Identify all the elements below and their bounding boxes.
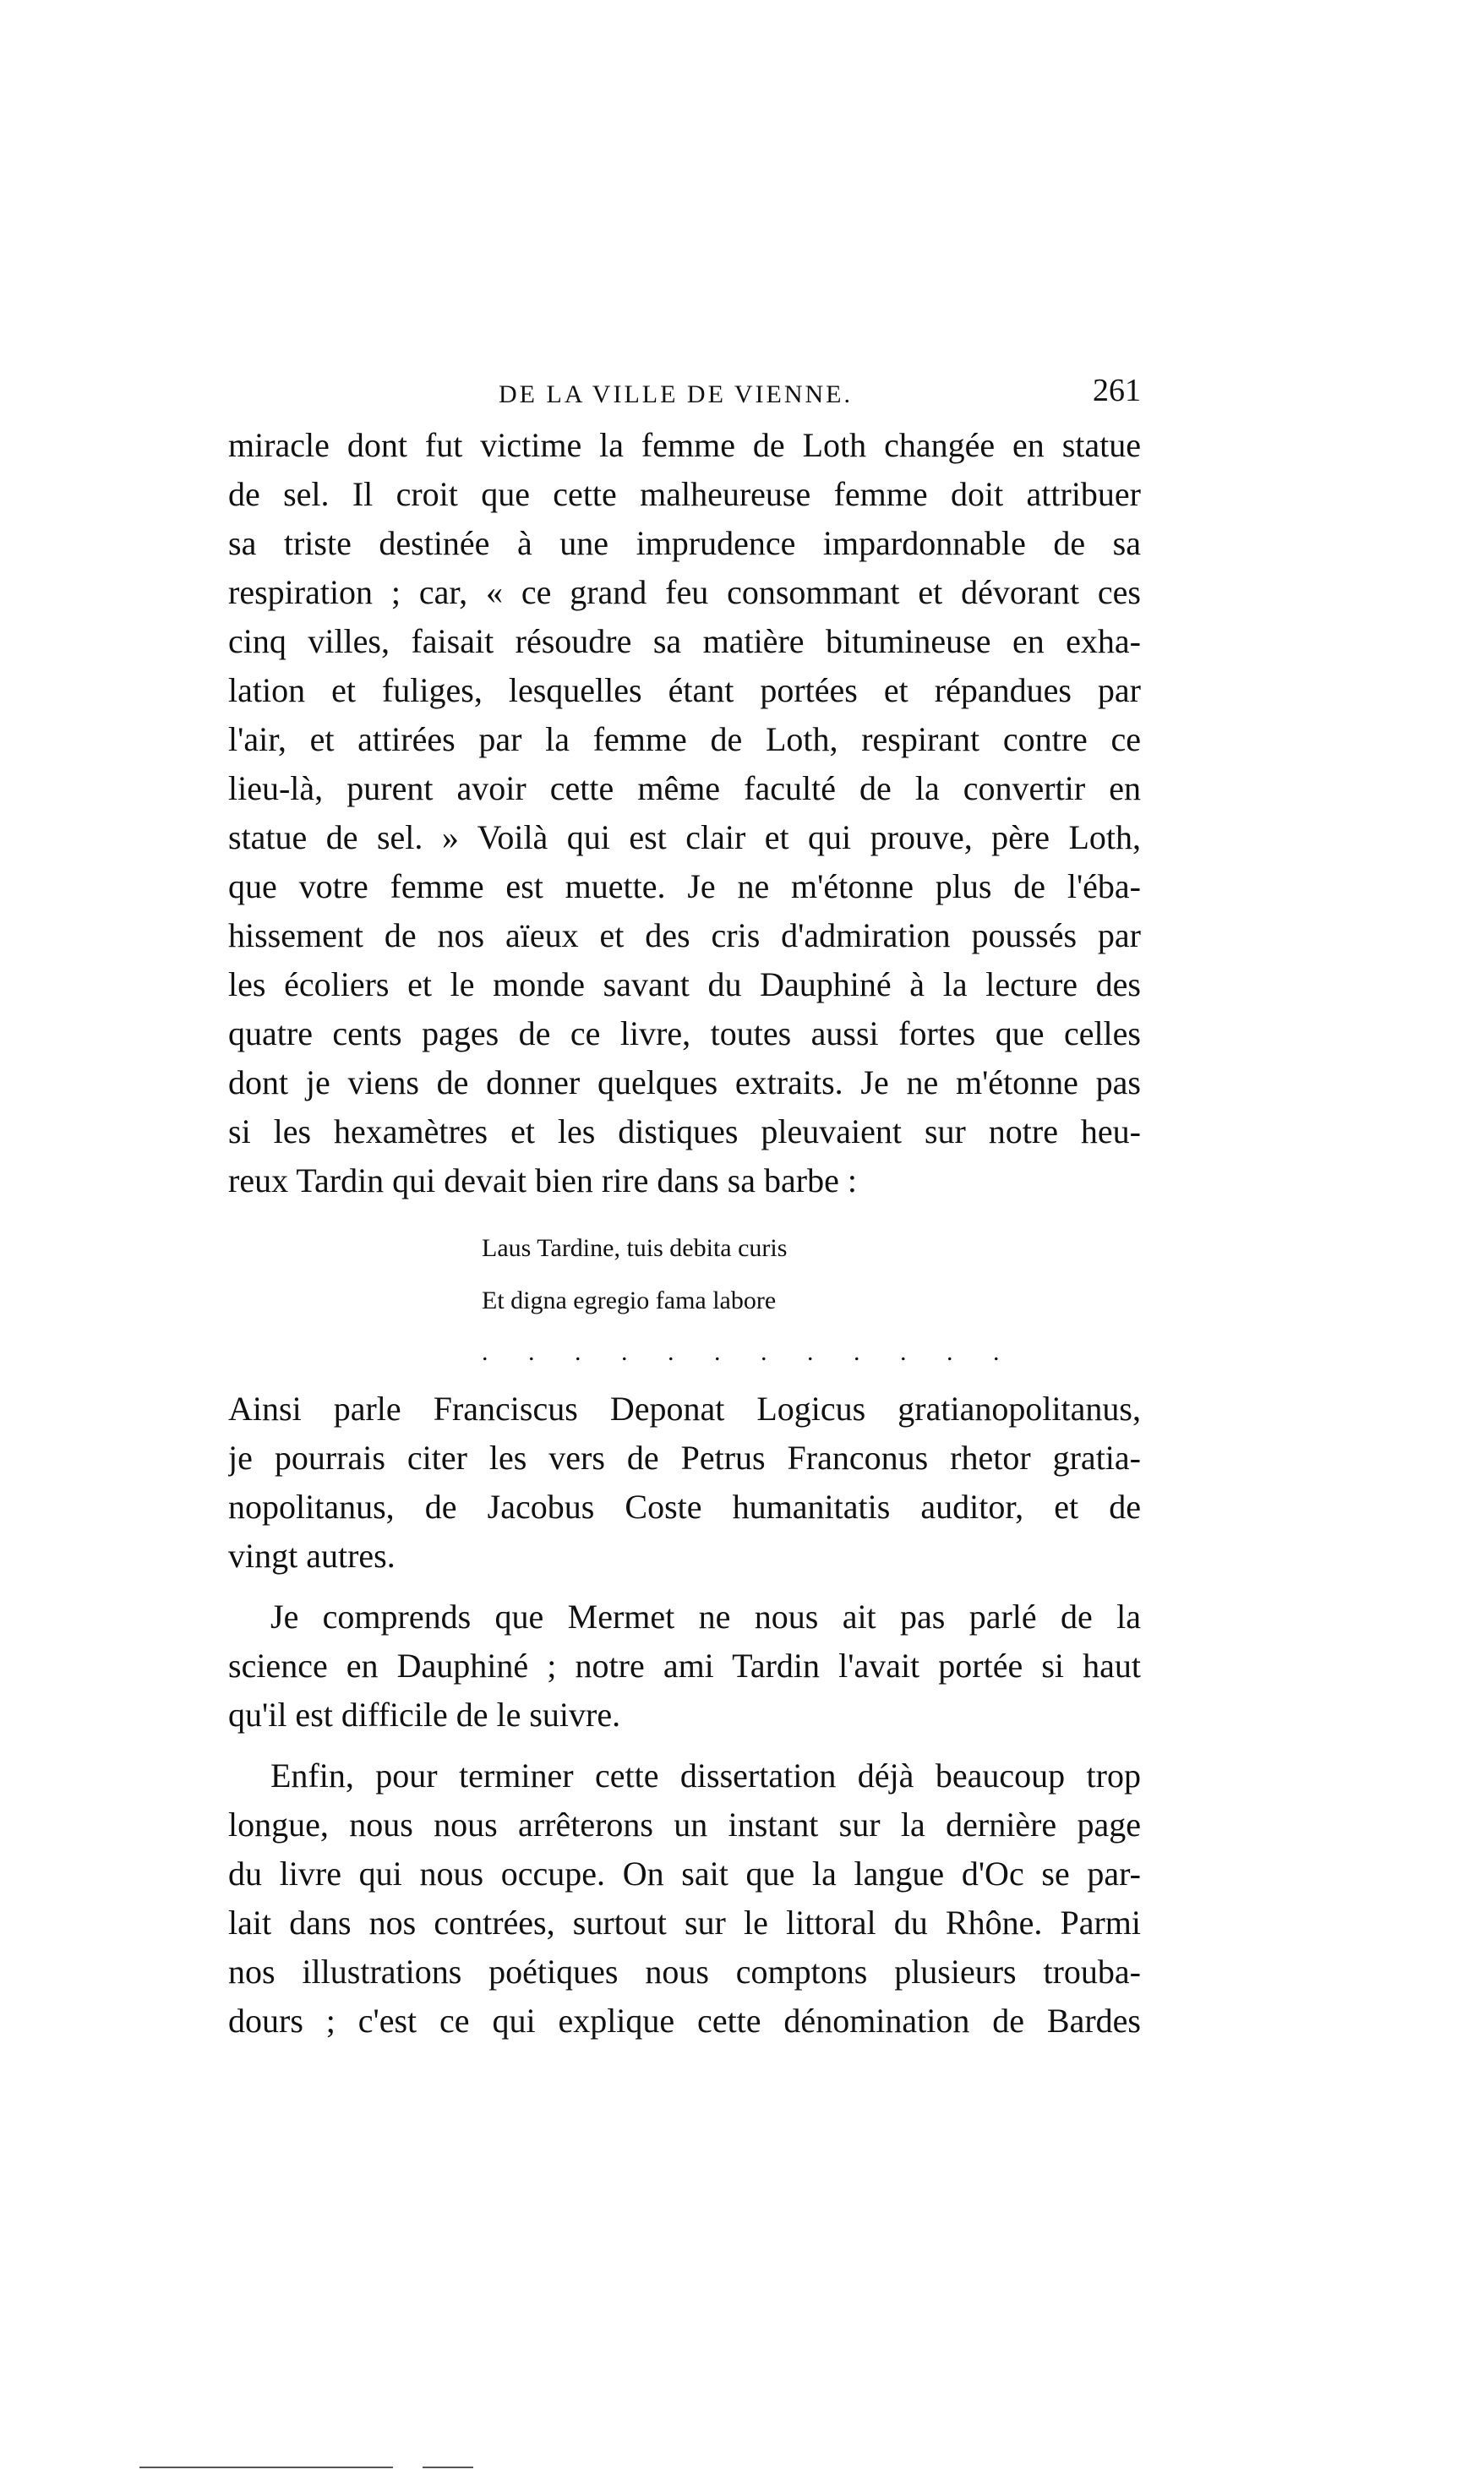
text-line: nos illustrations poétiques nous comptons plusieurs trouba- xyxy=(228,1953,1141,1991)
scan-edge-rule xyxy=(139,2467,393,2468)
text-line: l'air, et attirées par la femme de Loth, respirant contre ce xyxy=(228,720,1141,758)
paragraph-2 xyxy=(228,1385,1141,1581)
text-line: dours ; c'est ce qui explique cette dénomination de Bardes xyxy=(228,2002,1141,2040)
text-line: sa triste destinée à une imprudence impardonnable de sa xyxy=(228,524,1141,562)
verse-line: Et digna egregio fama labore xyxy=(482,1287,777,1314)
text-line: les écoliers et le monde savant du Dauphiné à la lecture des xyxy=(228,965,1141,1003)
text-line: quatre cents pages de ce livre, toutes aussi fortes que celles xyxy=(228,1014,1141,1052)
book-page xyxy=(228,372,1141,2046)
paragraph-3 xyxy=(228,1593,1141,1740)
text-line: dont je viens de donner quelques extraits. Je ne m'étonne pas xyxy=(228,1063,1141,1101)
text-line: lait dans nos contrées, surtout sur le littoral du Rhône. Parmi xyxy=(228,1904,1141,1942)
text-line: je pourrais citer les vers de Petrus Franconus rhetor gratia- xyxy=(228,1439,1141,1477)
text-line: miracle dont fut victime la femme de Loth changée en statue xyxy=(228,426,1141,464)
text-line: respiration ; car, « ce grand feu consommant et dévorant ces xyxy=(228,573,1141,611)
text-line: statue de sel. » Voilà qui est clair et qui prouve, père Loth, xyxy=(228,818,1141,856)
verse-line: Laus Tardine, tuis debita curis xyxy=(482,1234,788,1262)
text-line: que votre femme est muette. Je ne m'étonne plus de l'éba- xyxy=(228,867,1141,905)
verse-ellipsis: . . . . . . . . . . . . xyxy=(482,1338,1017,1366)
paragraph-1 xyxy=(228,421,1141,1205)
text-line: du livre qui nous occupe. On sait que la langue d'Oc se par- xyxy=(228,1855,1141,1893)
page-number: 261 xyxy=(1093,373,1141,408)
text-line: Je comprends que Mermet ne nous ait pas parlé de la xyxy=(270,1598,1141,1636)
running-head xyxy=(228,372,1141,414)
verse-quote xyxy=(228,1222,1141,1327)
text-line: hissement de nos aïeux et des cris d'admiration poussés par xyxy=(228,916,1141,954)
text-line: longue, nous nous arrêterons un instant sur la dernière page xyxy=(228,1806,1141,1844)
text-line: lieu-là, purent avoir cette même faculté de la convertir en xyxy=(228,769,1141,807)
paragraph-4 xyxy=(228,1751,1141,2046)
text-line: si les hexamètres et les distiques pleuvaient sur notre heu- xyxy=(228,1112,1141,1150)
scan-edge-rule xyxy=(423,2467,473,2468)
text-line: de sel. Il croit que cette malheureuse femme doit attribuer xyxy=(228,475,1141,513)
text-line: qu'il est difficile de le suivre. xyxy=(228,1696,621,1734)
text-line: science en Dauphiné ; notre ami Tardin l'avait portée si haut xyxy=(228,1647,1141,1685)
text-line: cinq villes, faisait résoudre sa matière bitumineuse en exha- xyxy=(228,622,1141,660)
text-line: nopolitanus, de Jacobus Coste humanitatis auditor, et de xyxy=(228,1488,1141,1526)
text-line: reux Tardin qui devait bien rire dans sa barbe : xyxy=(228,1161,857,1199)
running-title: DE LA VILLE DE VIENNE. xyxy=(499,380,853,408)
text-line: Ainsi parle Franciscus Deponat Logicus gratianopolitanus, xyxy=(228,1390,1141,1428)
text-line: vingt autres. xyxy=(228,1537,396,1575)
text-line: Enfin, pour terminer cette dissertation déjà beaucoup trop xyxy=(270,1757,1141,1795)
text-line: lation et fuliges, lesquelles étant portées et répandues par xyxy=(228,671,1141,709)
